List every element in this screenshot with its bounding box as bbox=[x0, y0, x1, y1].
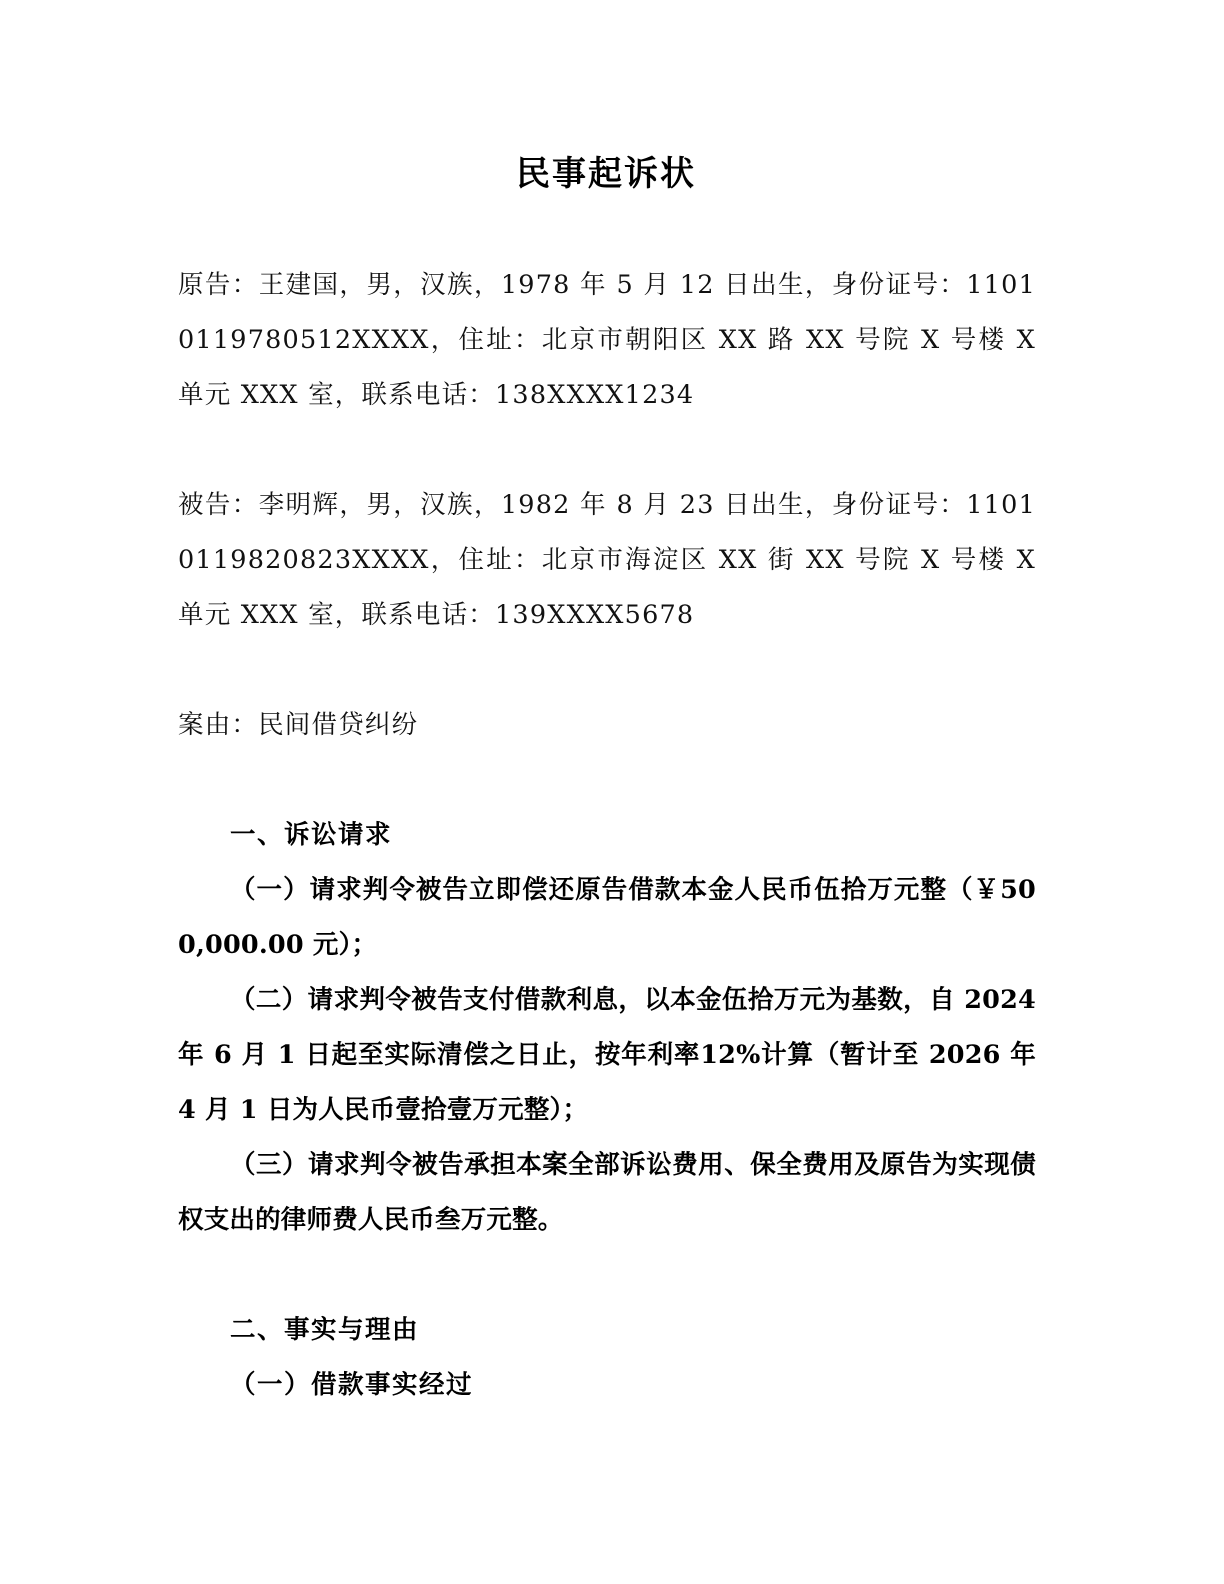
cause-of-action-line: 案由：民间借贷纠纷 bbox=[178, 710, 419, 740]
claim-item-1: （一）请求判令被告立即偿还原告借款本金人民币伍拾万元整（￥500,000.00 元）； bbox=[178, 875, 1036, 960]
section-heading-claims: 一、诉讼请求 bbox=[230, 820, 393, 850]
page-title: 民事起诉状 bbox=[516, 154, 696, 194]
section-heading-facts: 二、事实与理由 bbox=[230, 1315, 420, 1345]
claim-item-2: （二）请求判令被告支付借款利息，以本金伍拾万元为基数，自 2024 年 6 月 1 日起至实际清偿之日止，按年利率12%计算（暂计至 2026 年 4 月 1 日为人民币壹拾壹万元整）； bbox=[178, 985, 1036, 1125]
plaintiff-paragraph: 原告：王建国，男，汉族，1978 年 5 月 12 日出生，身份证号：11010119780512XXXX，住址：北京市朝阳区 XX 路 XX 号院 X 号楼 X 单元 XXX 室，联系电话：138XXXX1234 bbox=[178, 270, 1036, 410]
claim-item-3: （三）请求判令被告承担本案全部诉讼费用、保全费用及原告为实现债权支出的律师费人民币叁万元整。 bbox=[178, 1150, 1036, 1235]
subsection-heading-loan-facts: （一）借款事实经过 bbox=[230, 1370, 474, 1400]
defendant-paragraph: 被告：李明辉，男，汉族，1982 年 8 月 23 日出生，身份证号：11010119820823XXXX，住址：北京市海淀区 XX 街 XX 号院 X 号楼 X 单元 XXX 室，联系电话：139XXXX5678 bbox=[178, 490, 1036, 630]
